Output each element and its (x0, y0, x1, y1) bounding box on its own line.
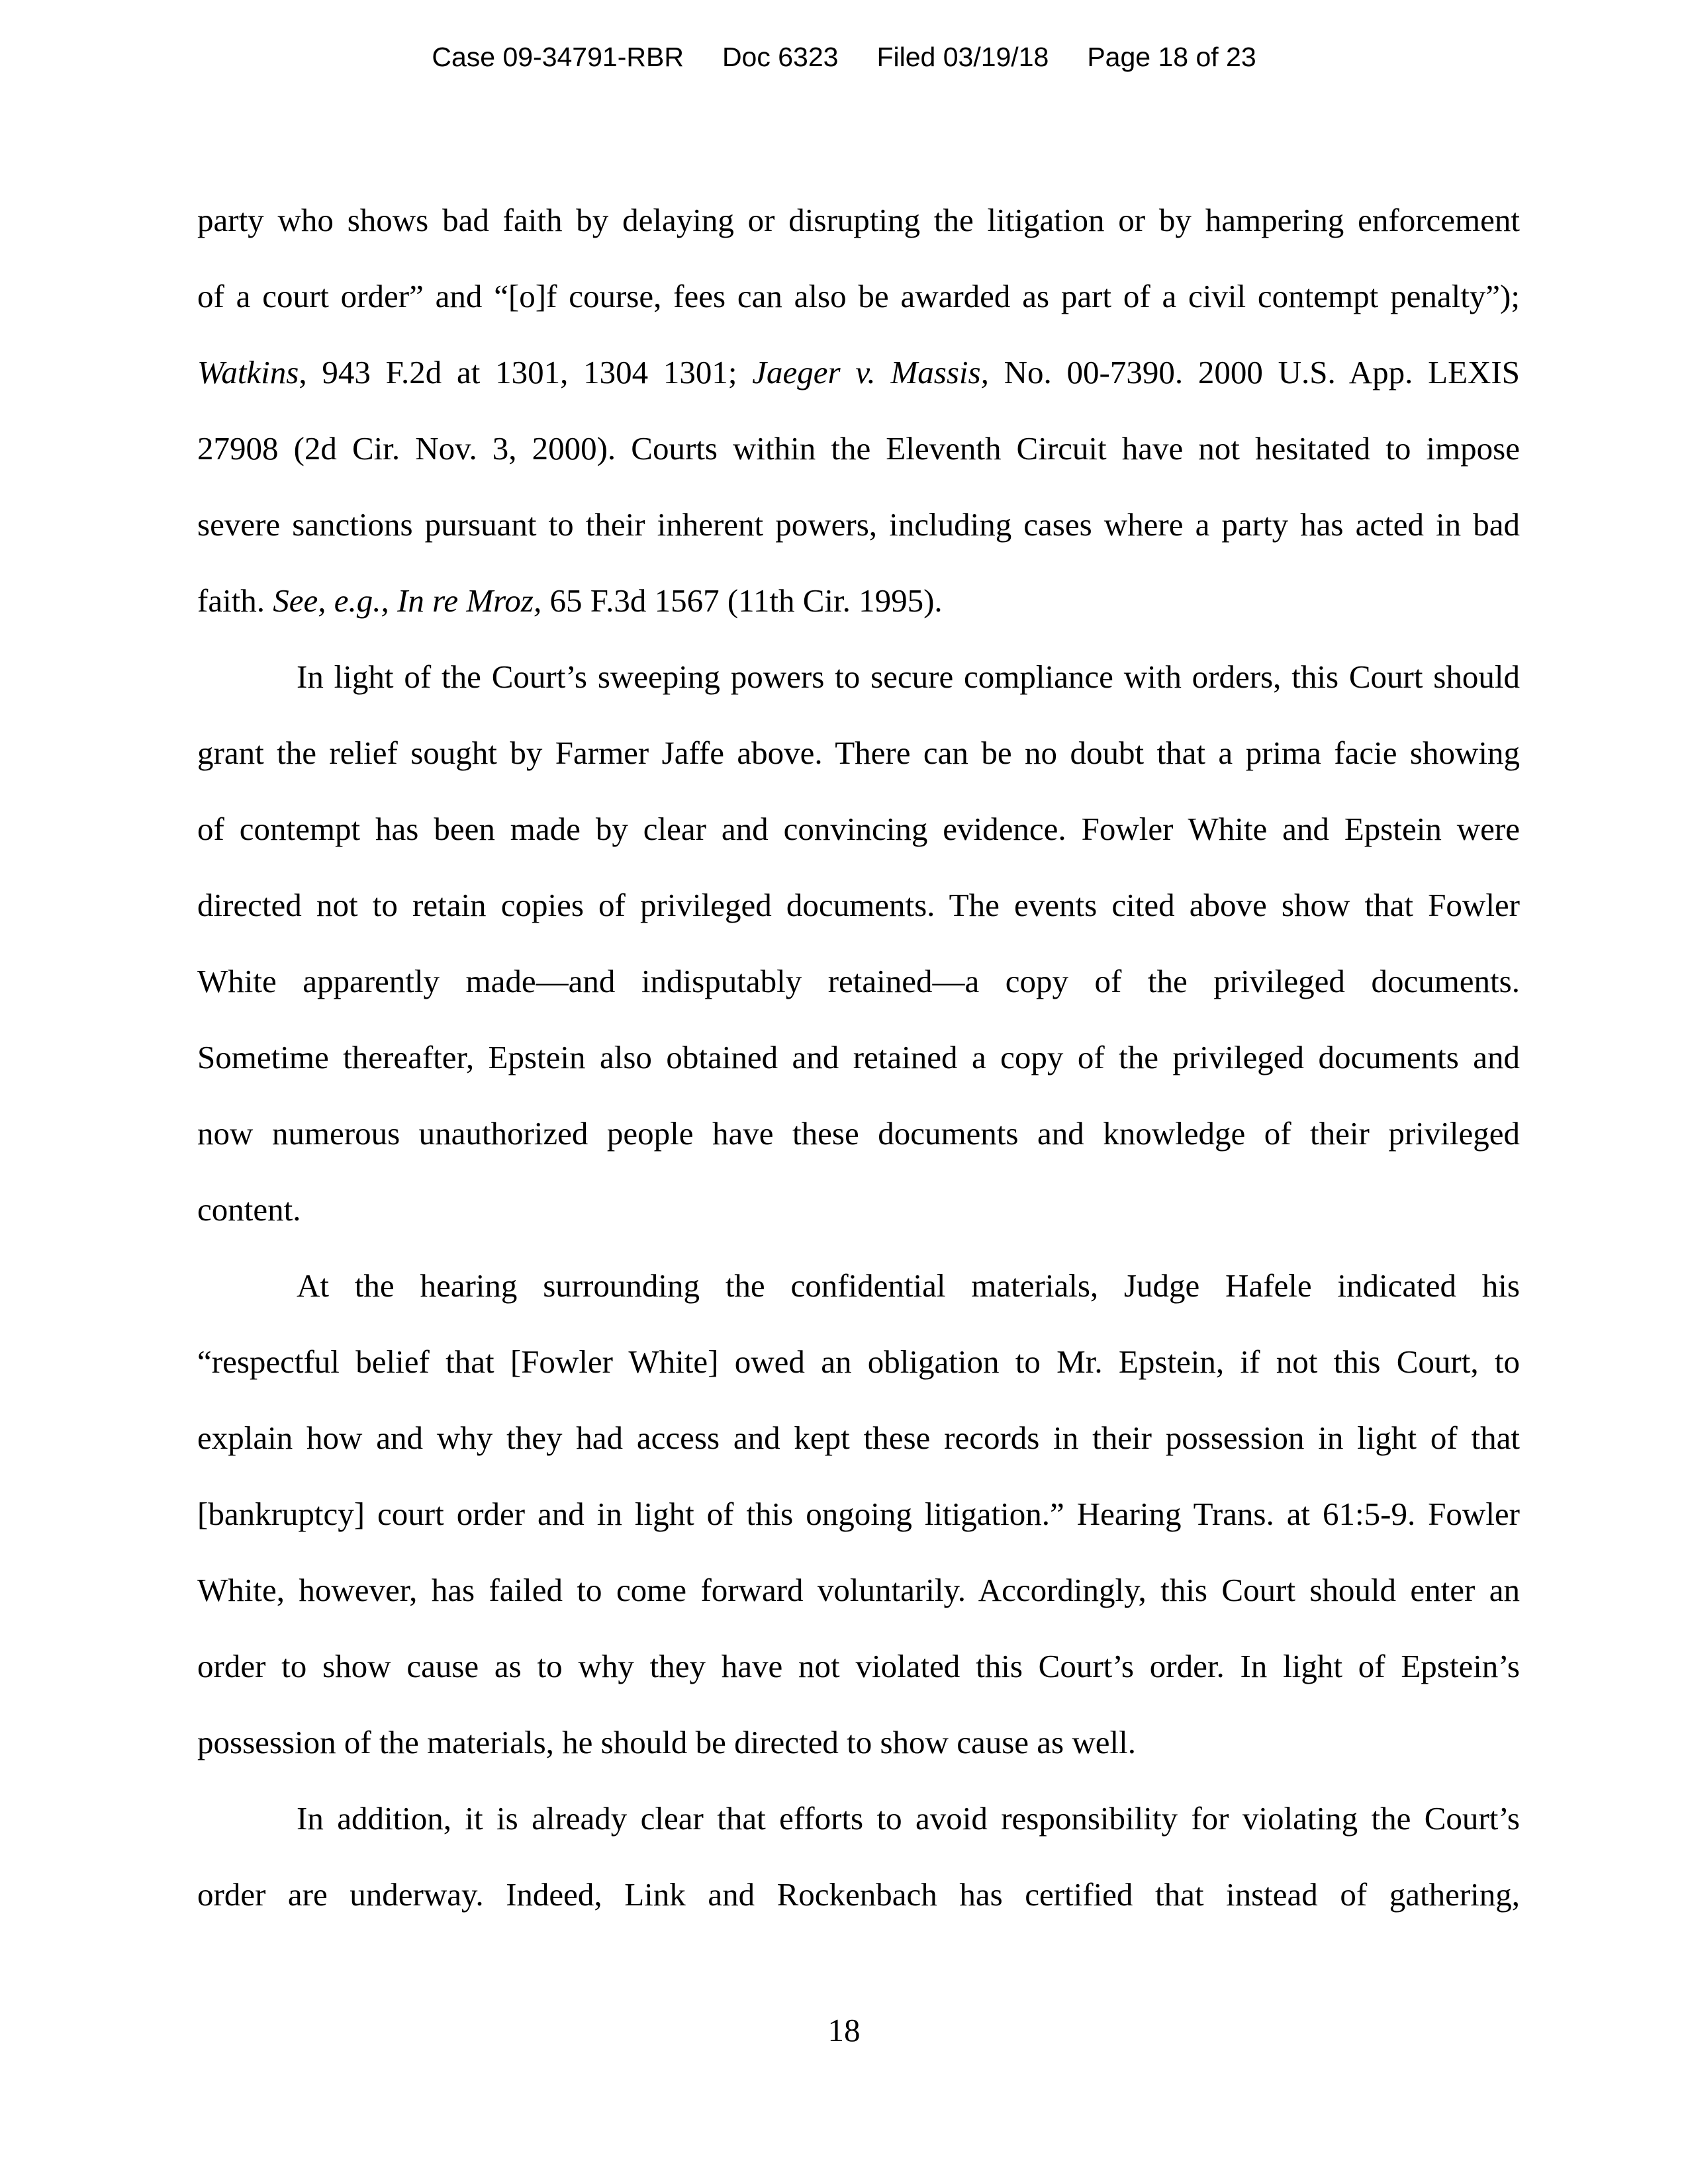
text-line (197, 334, 1520, 410)
text-line (197, 1856, 1520, 1933)
text-segment: possession of the materials, he should be directed to show cause as well. (197, 1724, 1136, 1760)
text-segment: At the hearing surrounding the confidential materials, Judge Hafele indicated his (297, 1267, 1520, 1304)
text-line (197, 258, 1520, 334)
doc-number: Doc 6323 (722, 42, 839, 72)
text-segment: White apparently made—and indisputably retained—a copy of the privileged documents. (197, 963, 1520, 999)
page-number: 18 (827, 2012, 861, 2048)
text-segment: severe sanctions pursuant to their inherent powers, including cases where a party has acted in bad (197, 506, 1520, 543)
text-segment: now numerous unauthorized people have these documents and knowledge of their privileged (197, 1115, 1520, 1152)
text-line (197, 1400, 1520, 1476)
text-line (197, 1019, 1520, 1095)
text-segment: party who shows bad faith by delaying or disrupting the litigation or by hampering enforcement (197, 202, 1520, 238)
text-segment: 27908 (2d Cir. Nov. 3, 2000). Courts within the Eleventh Circuit have not hesitated to impose (197, 430, 1520, 467)
text-line (197, 1780, 1520, 1856)
text-line (197, 1476, 1520, 1552)
case-stamp-header (0, 41, 1688, 73)
text-line (197, 1095, 1520, 1171)
text-line (197, 182, 1520, 258)
text-segment: order are underway. Indeed, Link and Rockenbach has certified that instead of gathering, (197, 1876, 1520, 1913)
text-segment: In addition, it is already clear that efforts to avoid responsibility for violating the Court’s (297, 1800, 1520, 1837)
text-line (197, 943, 1520, 1019)
citation-text: Watkins (197, 354, 299, 390)
text-segment: faith. (197, 582, 273, 619)
text-line (197, 715, 1520, 791)
text-segment: explain how and why they had access and kept these records in their possession in light of that (197, 1420, 1520, 1456)
page-indicator: Page 18 of 23 (1087, 42, 1256, 72)
text-line (197, 1704, 1520, 1780)
document-body (197, 182, 1520, 1933)
text-line (197, 1171, 1520, 1248)
text-segment: White, however, has failed to come forward voluntarily. Accordingly, this Court should enter an (197, 1572, 1520, 1608)
text-line (197, 563, 1520, 639)
text-line (197, 410, 1520, 486)
text-line (197, 1628, 1520, 1704)
text-segment: of a court order” and “[o]f course, fees can also be awarded as part of a civil contempt penalty”); (197, 278, 1520, 314)
text-segment: “respectful belief that [Fowler White] owed an obligation to Mr. Epstein, if not this Court, to (197, 1343, 1520, 1380)
text-line (197, 639, 1520, 715)
text-segment: No. 00-7390. 2000 U.S. App. LEXIS (988, 354, 1520, 390)
case-number: Case 09-34791-RBR (432, 42, 684, 72)
text-line (197, 867, 1520, 943)
citation-text: Jaeger v. Massis, (752, 354, 989, 390)
text-line (197, 1324, 1520, 1400)
text-segment: , 943 F.2d at 1301, 1304 1301; (299, 354, 753, 390)
text-segment: In light of the Court’s sweeping powers to secure compliance with orders, this Court should (297, 659, 1520, 695)
text-segment: 65 F.3d 1567 (11th Cir. 1995). (541, 582, 943, 619)
text-line (197, 791, 1520, 867)
text-segment: Sometime thereafter, Epstein also obtained and retained a copy of the privileged documents and (197, 1039, 1520, 1075)
filed-date: Filed 03/19/18 (876, 42, 1049, 72)
text-segment: grant the relief sought by Farmer Jaffe above. There can be no doubt that a prima facie showing (197, 735, 1520, 771)
text-segment: content. (197, 1191, 301, 1228)
text-segment: order to show cause as to why they have not violated this Court’s order. In light of Epstein’s (197, 1648, 1520, 1684)
text-line (197, 1248, 1520, 1324)
citation-text: See, e.g., In re Mroz, (273, 582, 542, 619)
text-line (197, 1552, 1520, 1628)
text-segment: of contempt has been made by clear and convincing evidence. Fowler White and Epstein were (197, 811, 1520, 847)
text-line (197, 486, 1520, 563)
text-segment: [bankruptcy] court order and in light of this ongoing litigation.” Hearing Trans. at 61:5-9. Fowler (197, 1496, 1520, 1532)
text-segment: directed not to retain copies of privileged documents. The events cited above show that Fowler (197, 887, 1520, 923)
